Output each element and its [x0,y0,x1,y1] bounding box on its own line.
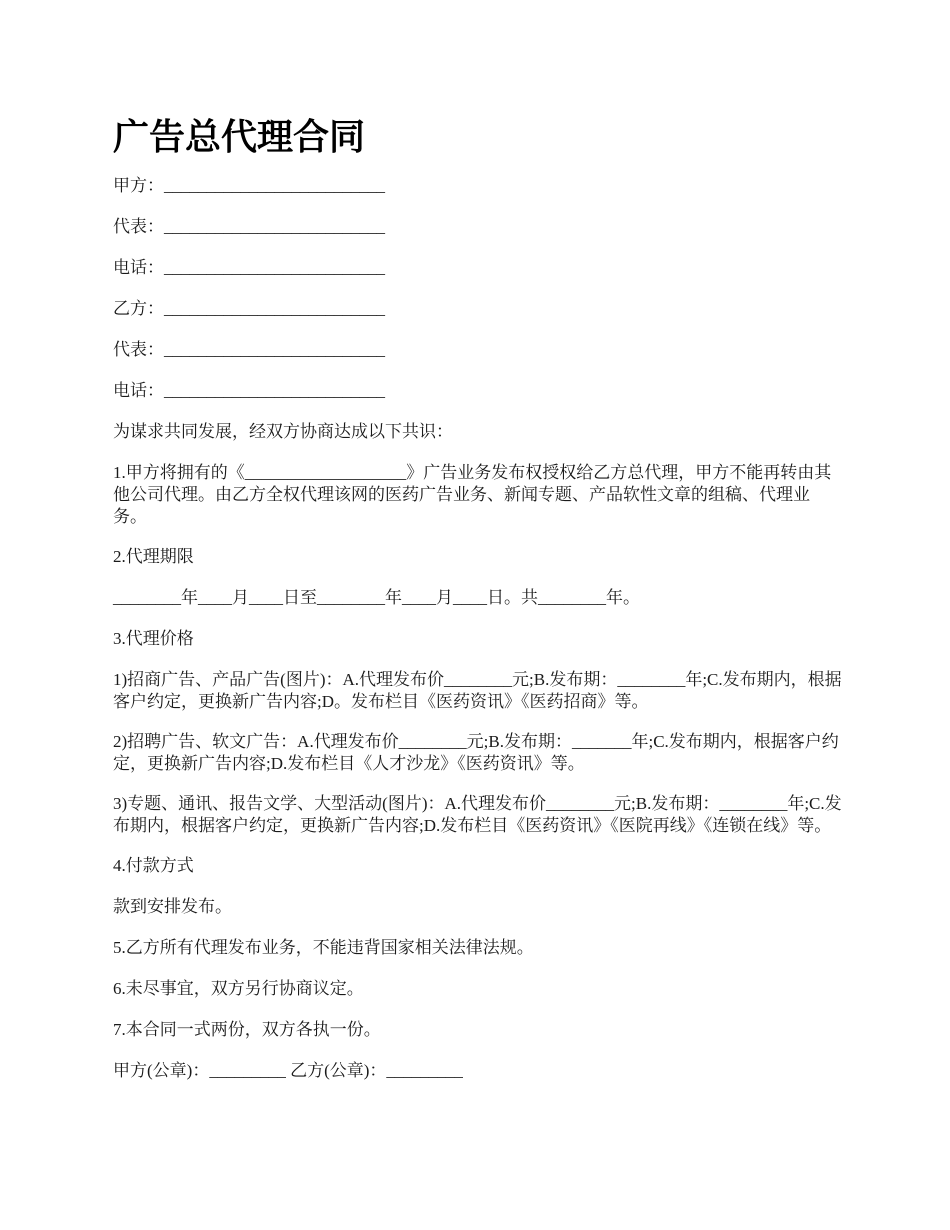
price-item-3: 3)专题、通讯、报告文学、大型活动(图片)：A.代理发布价________元;B.发布期：________年;C.发布期内，根据客户约定，更换新广告内容;D.发布栏目《医药资讯》《医院再线》《连锁在线》等。 [113,794,842,835]
party-a-line: 甲方：__________________________ [113,176,385,195]
party-a-representative-line: 代表：__________________________ [113,217,385,236]
party-b-line: 乙方：__________________________ [113,299,385,318]
clause-2-body: ________年____月____日至________年____月____日。共________年。 [113,588,640,607]
clause-2-title: 2.代理期限 [113,547,194,566]
clause-6: 6.未尽事宜，双方另行协商议定。 [113,979,364,998]
party-a-phone-line: 电话：__________________________ [113,258,385,277]
clause-5: 5.乙方所有代理发布业务，不能违背国家相关法律法规。 [113,938,534,957]
clause-4-title: 4.付款方式 [113,856,194,875]
party-b-phone-line: 电话：__________________________ [113,381,385,400]
party-b-representative-line: 代表：__________________________ [113,340,385,359]
clause-7: 7.本合同一式两份，双方各执一份。 [113,1020,381,1039]
document-title: 广告总代理合同 [113,117,366,157]
clause-4-body: 款到安排发布。 [113,897,232,916]
intro-paragraph: 为谋求共同发展，经双方协商达成以下共识： [113,422,453,441]
price-item-2: 2)招聘广告、软文广告：A.代理发布价________元;B.发布期：_______年;C.发布期内，根据客户约定，更换新广告内容;D.发布栏目《人才沙龙》《医药资讯》等。 [113,732,839,773]
contract-page [113,112,843,1101]
clause-3-title: 3.代理价格 [113,629,194,648]
price-item-1: 1)招商广告、产品广告(图片)：A.代理发布价________元;B.发布期：________年;C.发布期内，根据客户约定，更换新广告内容;D。发布栏目《医药资讯》《医药招商》等。 [113,670,842,711]
clause-1: 1.甲方将拥有的《___________________》广告业务发布权授权给乙方总代理，甲方不能再转由其他公司代理。由乙方全权代理该网的医药广告业务、新闻专题、产品软性文章的组稿、代理业务。 [113,463,832,526]
signature-line: 甲方(公章)：_________ 乙方(公章)：_________ [113,1061,463,1080]
